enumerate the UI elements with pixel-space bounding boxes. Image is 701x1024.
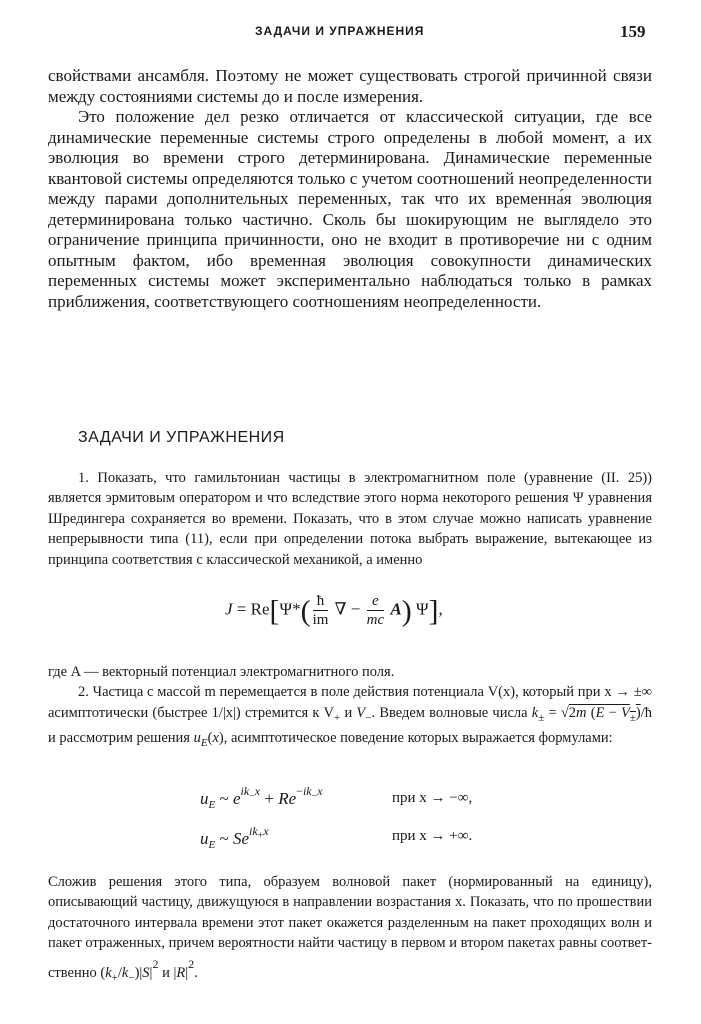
- section-heading: ЗАДАЧИ И УПРАЖНЕНИЯ: [78, 429, 285, 446]
- problem-2-part-b: Введем волновые числа: [379, 704, 528, 721]
- asymptotic-condition-left: при x → −∞,: [392, 790, 473, 806]
- problem-2-part-d: асимптотическое поведение которых выражается формулами:: [230, 730, 613, 747]
- problem-1-text: 1. Показать, что гамильтониан частицы в электромагнитном поле (уравнение (II. 25)) является эрмитовым оператором и что вследствие этого норма некоторого решения Ψ уравнения Шредингера сохраняется во времени. Показать, что в этом случае можно написать уравнение непрерывности типа (11), если при определении потока выбрать выражение, вытекающее из принципа соответствия с классической механикой, а именно: [48, 470, 652, 568]
- problem-2-conclusion-text: Сложив решения этого типа, образуем волновой пакет (нормированный на единицу), описывающий частицу, движущуюся в направлении возрастания x. Показать, что по прошествии достаточного интервала времени этот пакет окажется разделенным на пакет проходящих волн и пакет отраженных, причем вероятности найти частицу в первом и втором пакетах равны соответственно: [48, 874, 652, 981]
- running-head: ЗАДАЧИ И УПРАЖНЕНИЯ: [255, 24, 425, 38]
- asymptotic-formula-left: $u_E$ ~ $e^{ik_-x} + Re^{-ik_-x}$: [200, 784, 323, 811]
- main-text: [48, 66, 652, 312]
- asymptotic-condition-right: при x → +∞.: [392, 828, 473, 844]
- problem-2-part-a: 2. Частица с массой m перемещается в поле действия потенциала V(x), который при x → ±∞ асимптотически (быстрее 1/|x|) стремится к V: [48, 684, 652, 721]
- problem-2-conclusion: Сложив решения этого типа, образуем волновой пакет (нормированный на единицу), описывающий частицу, движущуюся в направлении возрастания x. Показать, что по прошествии достаточного интервала времени этот пакет окажется разделенным на пакет проходящих волн и пакет отраженных, причем вероятности найти частицу в первом и втором пакетах равны соответственно $(k_+/k_-)|S|^2$ и $|R|^2$.: [48, 874, 652, 984]
- asymptotic-formula-right: $u_E$ ~ $Se^{ik_+x}$: [200, 824, 269, 851]
- problem-1-and-2: [48, 662, 652, 754]
- current-density-formula: J = Re[Ψ*( $\frac{ħ}{im}$ ∇ − $\frac{e}{mc}$ A) Ψ],: [225, 593, 443, 628]
- page-number: 159: [620, 22, 646, 41]
- problem-2-text: 2. Частица с массой m перемещается в поле действия потенциала V(x), который при x → ±∞ асимптотически (быстрее 1/|x|) стремится к $V_+$ и $V_-$. Введем волновые числа $k_\pm = √2m$ $(E - V_\pm)/ħ$ и рассмотрим решения $u_E(x)$, асимптотическое поведение которых выражается формулами:: [48, 684, 653, 750]
- problem-1-after: где A — векторный потенциал электромагнитного поля.: [48, 664, 395, 680]
- problem-2-continuation: [48, 872, 652, 988]
- problem-1: [48, 468, 652, 570]
- problem-2-part-c: и рассмотрим решения: [48, 730, 190, 747]
- paragraph-1: свойствами ансамбля. Поэтому не может существовать строгой причинной связи между состояниями системы до и после измерения.: [48, 66, 652, 106]
- paragraph-2: Это положение дел резко отличается от классической ситуации, где все динамические переменные системы строго определены в любой момент, а их эволюция во времени строго детерминирована. Динамические переменные квантовой системы определяются только с учетом соотношений неопределенности между парами дополнительных переменных, так что их временна́я эволюция детерминирована только частично. Сколь бы шокирующим не выглядело это ограничение принципа причинности, оно не входит в противоречие ни с одним опытным фактом, ибо временная эволюция совокупности динамических переменных системы может экспериментально наблюдаться только в рамках приближения, соответствующего соотношениям неопределенности.: [48, 107, 652, 311]
